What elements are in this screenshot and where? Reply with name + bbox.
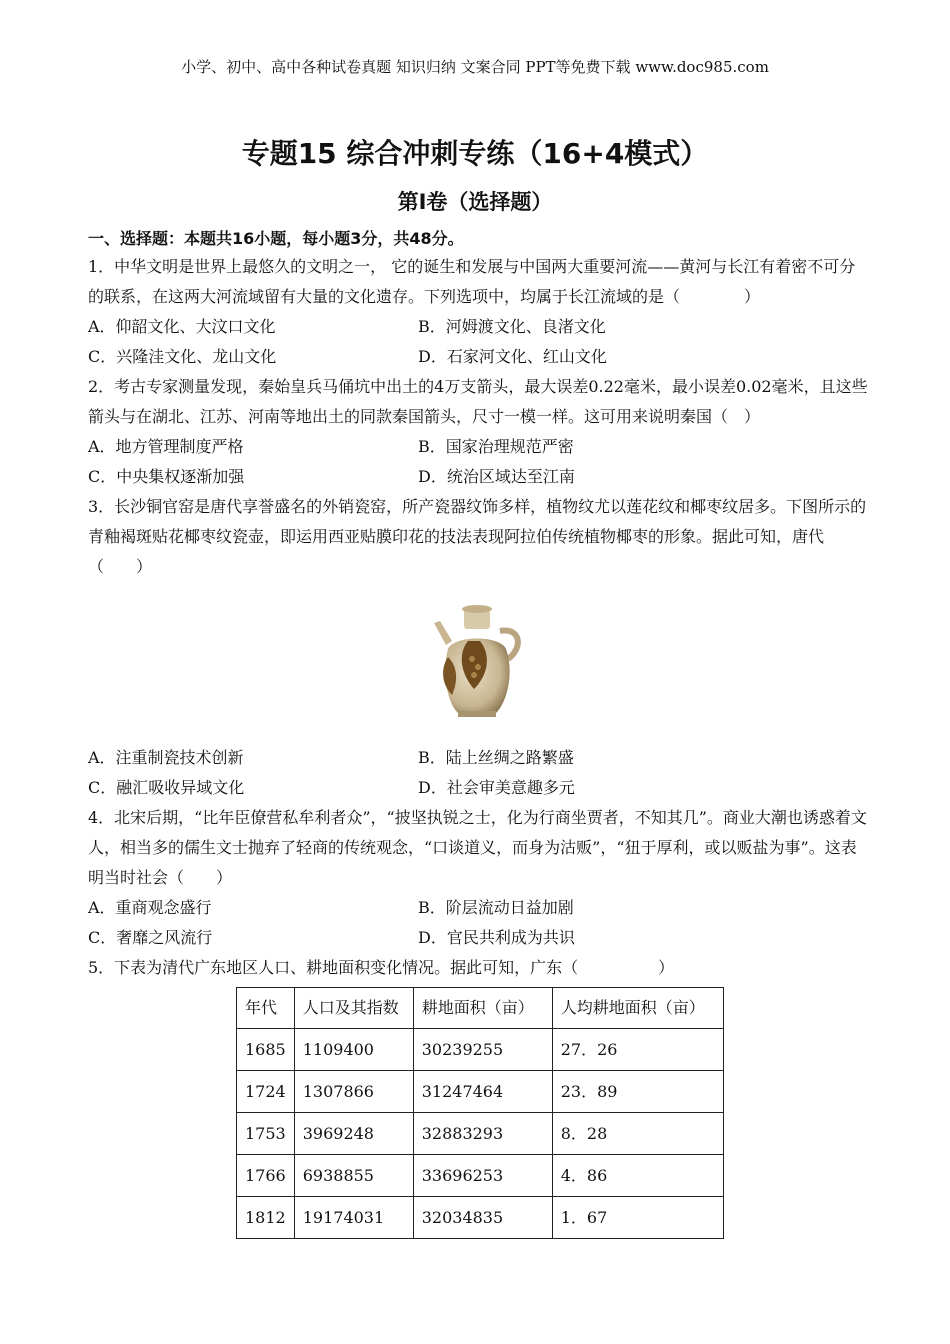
- question-list: [88, 252, 868, 1239]
- table-row: [237, 1113, 724, 1155]
- table-cell: 1109400: [294, 1029, 413, 1071]
- table-cell: 23．89: [552, 1071, 723, 1113]
- table-cell: 19174031: [294, 1197, 413, 1239]
- option-c: C．中央集权逐渐加强: [88, 467, 245, 486]
- question-5-stem: 5．下表为清代广东地区人口、耕地面积变化情况。据此可知，广东（ ）: [88, 958, 675, 977]
- option-c: C．奢靡之风流行: [88, 928, 213, 947]
- table-header-cell: 人口及其指数: [294, 988, 413, 1029]
- option-a: A．仰韶文化、大汶口文化: [88, 317, 276, 336]
- table-row: [237, 1071, 724, 1113]
- table-cell: 1766: [237, 1155, 295, 1197]
- question-2-options: [88, 432, 868, 492]
- table-row: [237, 1155, 724, 1197]
- table-header-cell: 人均耕地面积（亩）: [552, 988, 723, 1029]
- question-2-stem: 2．考古专家测量发现，秦始皇兵马俑坑中出土的4万支箭头，最大误差0.22毫米，最小误差0.02毫米，且这些箭头与在湖北、江苏、河南等地出土的同款秦国箭头，尺寸一模一样。这可用来说明秦国（ ）: [88, 377, 868, 426]
- table-header-cell: 年代: [237, 988, 295, 1029]
- option-c: C．融汇吸收异域文化: [88, 778, 245, 797]
- section-heading: 一、选择题：本题共16小题，每小题3分，共48分。: [88, 229, 464, 248]
- section-subtitle: 第I卷（选择题）: [397, 190, 553, 214]
- table-cell: 1．67: [552, 1197, 723, 1239]
- question-1-stem: 1．中华文明是世界上最悠久的文明之一， 它的诞生和发展与中国两大重要河流——黄河与长江有着密不可分的联系，在这两大河流域留有大量的文化遗存。下列选项中，均属于长江流域的是（ ）: [88, 257, 856, 306]
- table-cell: 6938855: [294, 1155, 413, 1197]
- table-header-row: [237, 988, 724, 1029]
- table-cell: 4．86: [552, 1155, 723, 1197]
- table-cell: 1685: [237, 1029, 295, 1071]
- option-b: B．阶层流动日益加剧: [418, 898, 574, 917]
- question-3-stem: 3．长沙铜官窑是唐代享誉盛名的外销瓷窑，所产瓷器纹饰多样，植物纹尤以莲花纹和椰枣纹居多。下图所示的青釉褐斑贴花椰枣纹瓷壶，即运用西亚贴膜印花的技法表现阿拉伯传统植物椰枣的形象。据此可知，唐代（ ）: [88, 497, 867, 576]
- table-cell: 27．26: [552, 1029, 723, 1071]
- option-a: A．注重制瓷技术创新: [88, 748, 244, 767]
- question-3-options: [88, 743, 868, 803]
- table-cell: 32883293: [413, 1113, 552, 1155]
- table-header-cell: 耕地面积（亩）: [413, 988, 552, 1029]
- page-header: 小学、初中、高中各种试卷真题 知识归纳 文案合同 PPT等免费下载 www.doc985.com: [181, 58, 769, 76]
- option-b: B．国家治理规范严密: [418, 437, 574, 456]
- question-1-options: [88, 312, 868, 372]
- option-d: D．社会审美意趣多元: [418, 778, 575, 797]
- question-4-stem: 4．北宋后期，“比年臣僚营私牟利者众”，“披坚执锐之士，化为行商坐贾者，不知其几”。商业大潮也诱惑着文人，相当多的儒生文士抛弃了轻商的传统观念，“口谈道义，而身为沽贩”，“狃于厚利，或以贩盐为事”。这表明当时社会（ ）: [88, 808, 867, 887]
- table-cell: 31247464: [413, 1071, 552, 1113]
- option-b: B．河姆渡文化、良渚文化: [418, 317, 606, 336]
- population-table: [236, 987, 724, 1239]
- table-cell: 32034835: [413, 1197, 552, 1239]
- option-d: D．官民共利成为共识: [418, 928, 575, 947]
- table-cell: 3969248: [294, 1113, 413, 1155]
- table-row: [237, 1197, 724, 1239]
- option-a: A．地方管理制度严格: [88, 437, 244, 456]
- table-row: [237, 1029, 724, 1071]
- ewer-figure: [88, 587, 868, 737]
- table-cell: 1724: [237, 1071, 295, 1113]
- table-cell: 8．28: [552, 1113, 723, 1155]
- option-b: B．陆上丝绸之路繁盛: [418, 748, 574, 767]
- table-cell: 1812: [237, 1197, 295, 1239]
- table-cell: 30239255: [413, 1029, 552, 1071]
- table-cell: 1307866: [294, 1071, 413, 1113]
- celadon-ewer-image: [428, 601, 528, 723]
- option-a: A．重商观念盛行: [88, 898, 212, 917]
- question-4-options: [88, 893, 868, 953]
- page-title: 专题15 综合冲刺专练（16+4模式）: [241, 137, 709, 170]
- option-d: D．统治区域达至江南: [418, 467, 575, 486]
- option-d: D．石家河文化、红山文化: [418, 347, 607, 366]
- table-cell: 33696253: [413, 1155, 552, 1197]
- table-cell: 1753: [237, 1113, 295, 1155]
- option-c: C．兴隆洼文化、龙山文化: [88, 347, 277, 366]
